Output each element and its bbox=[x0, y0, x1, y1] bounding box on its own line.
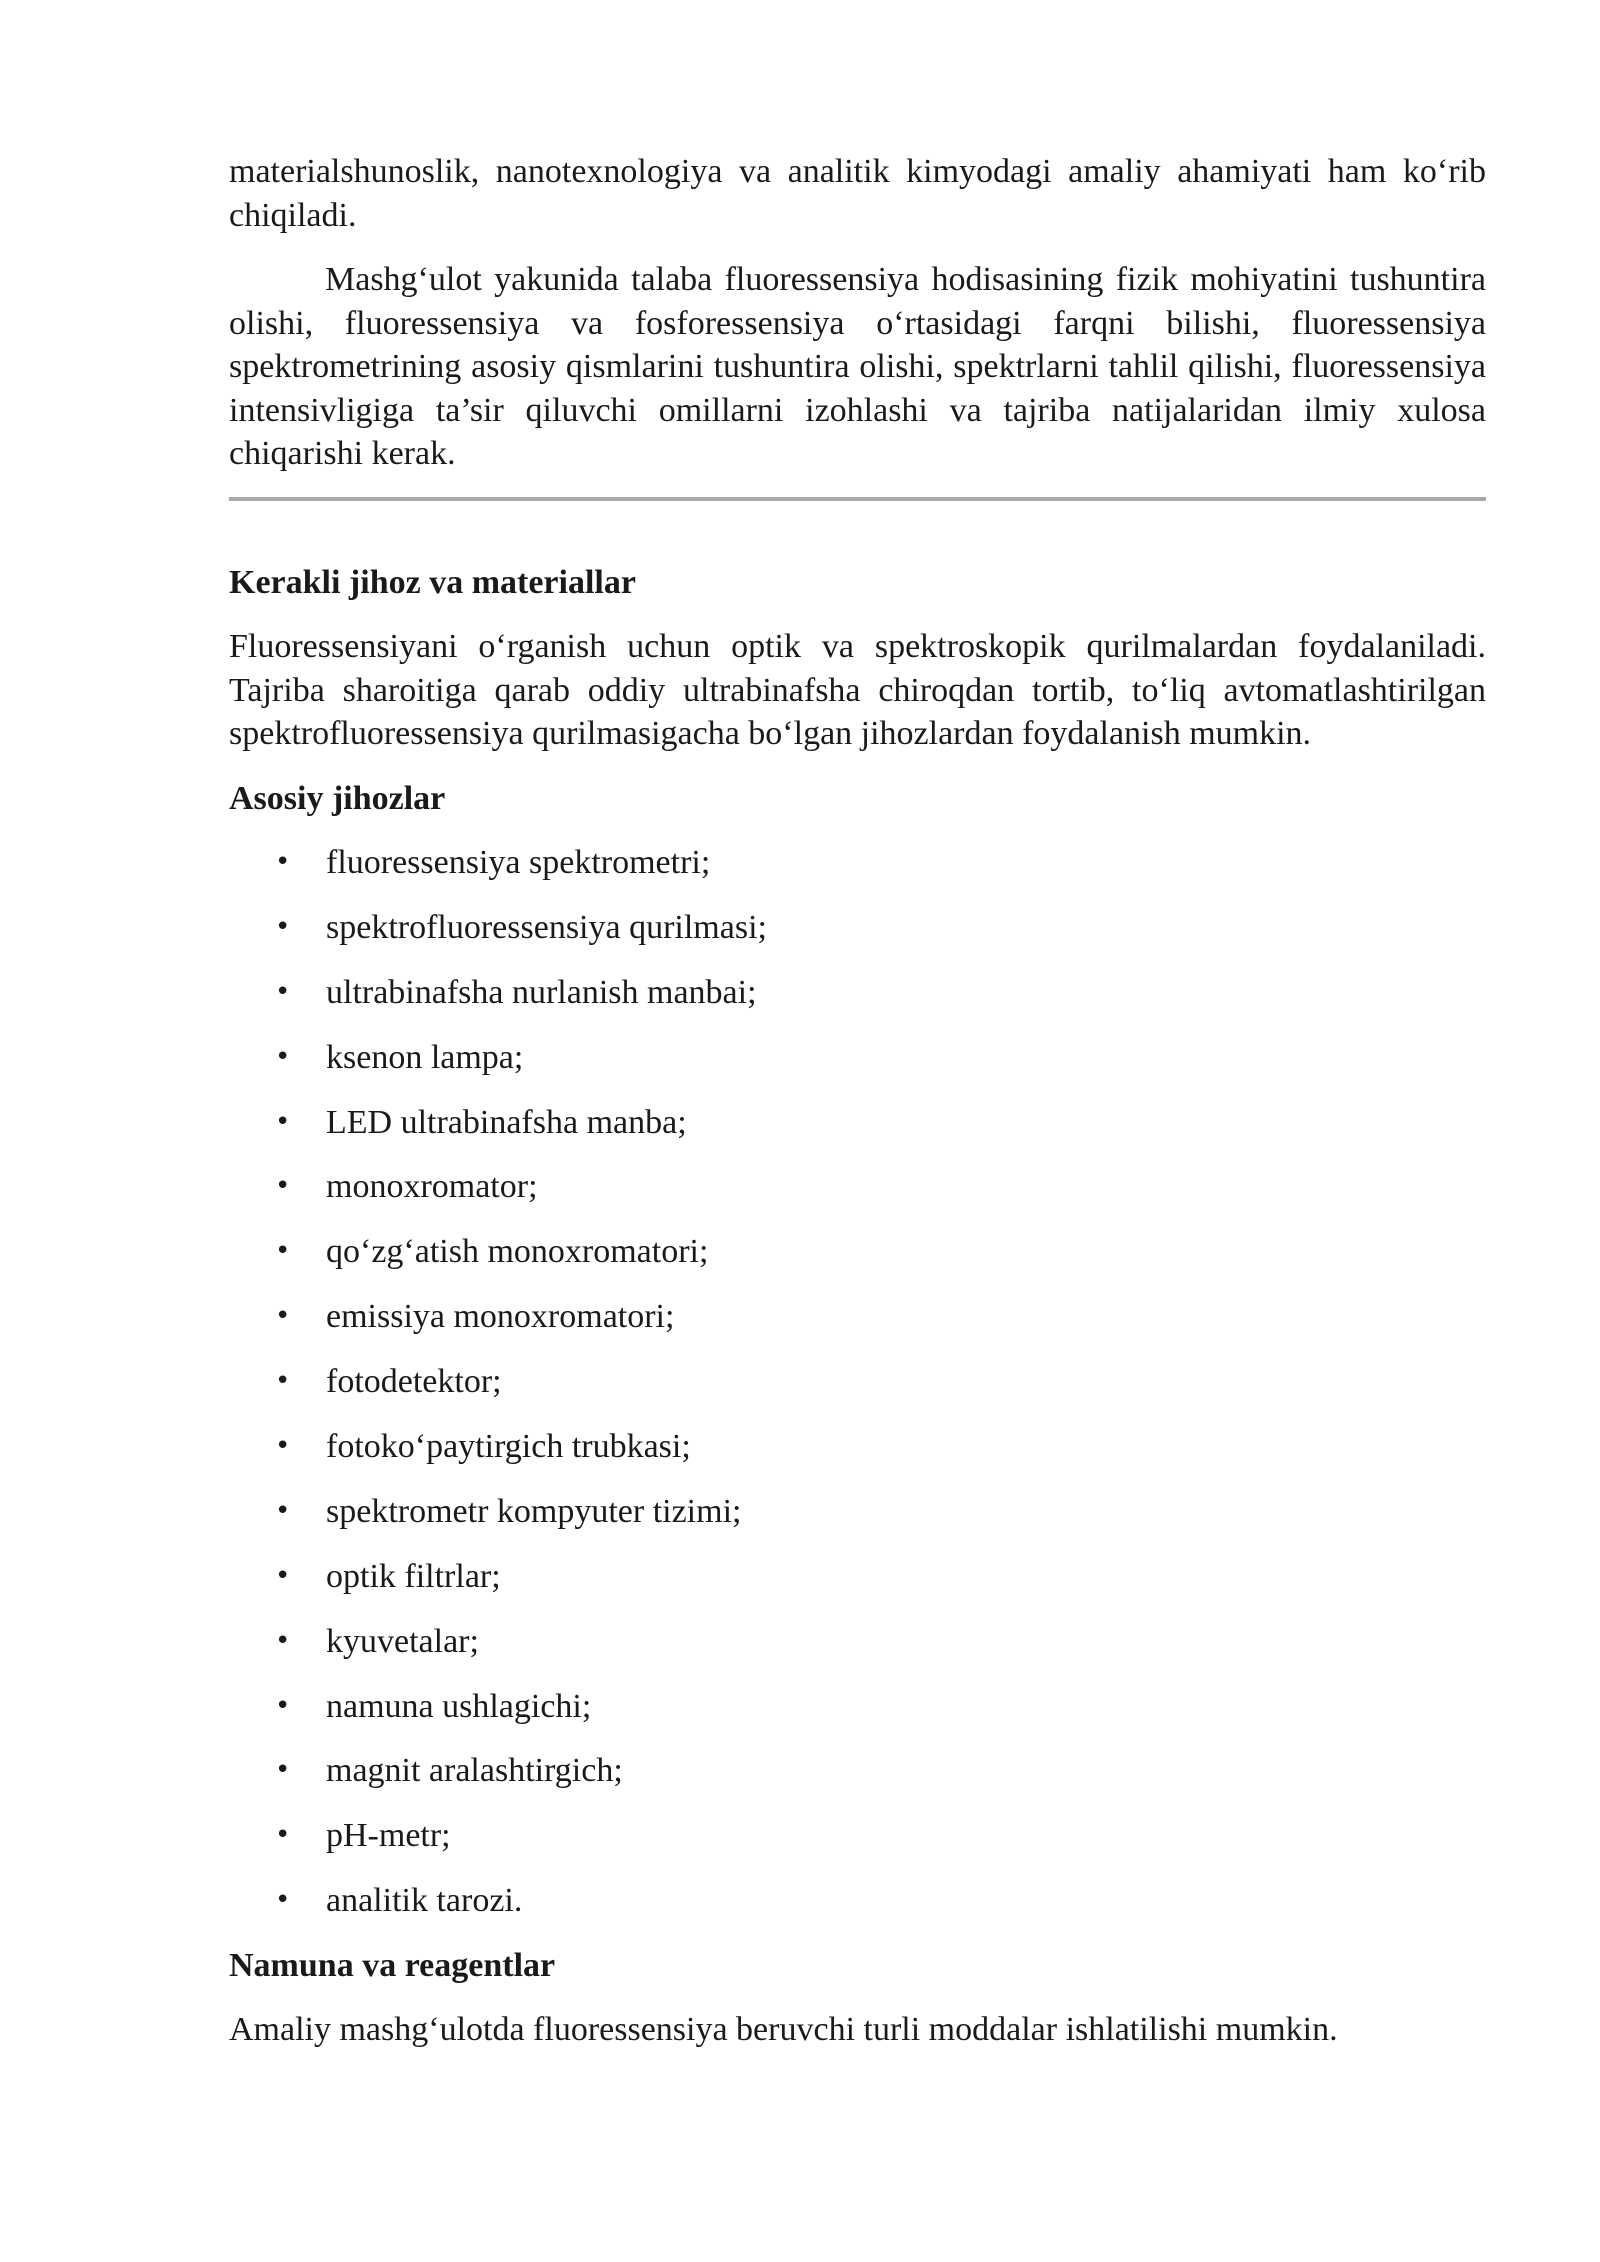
list-item-text: fluoressensiya spektrometri; bbox=[326, 844, 711, 881]
list-item-text: fotodetektor; bbox=[326, 1363, 502, 1401]
bullet-icon: • bbox=[275, 1625, 291, 1656]
list-item-text: ksenon lampa; bbox=[326, 1038, 524, 1076]
list-item bbox=[229, 1360, 1486, 1404]
equipment-list bbox=[229, 841, 1486, 1923]
list-item-text: LED ultrabinafsha manba; bbox=[326, 1103, 687, 1141]
bullet-icon: • bbox=[275, 976, 291, 1007]
list-item-text: spektrofluoressensiya qurilmasi; bbox=[326, 908, 767, 946]
bullet-icon: • bbox=[275, 1495, 291, 1526]
list-item-text: kyuvetalar; bbox=[326, 1622, 479, 1660]
list-item bbox=[229, 1295, 1486, 1339]
learning-outcomes-paragraph: Mashg‘ulot yakunida talaba fluoressensiya hodisasining fizik mohiyatini tushuntira olishi, fluoressensiya va fosforessensiya o‘rtasidagi farqni bilishi, fluoressensiya spektrometrining asosiy qismlarini tushuntira olishi, spektrlarni tahlil qilishi, fluoressensiya intensivligiga ta’sir qiluvchi omillarni izohlashi va tajriba natijalaridan ilmiy xulosa chiqarishi kerak. bbox=[229, 261, 1486, 472]
list-item bbox=[229, 1620, 1486, 1664]
list-item bbox=[229, 1036, 1486, 1080]
samples-section-heading: Namuna va reagentlar bbox=[229, 1946, 556, 1984]
bullet-icon: • bbox=[275, 1366, 291, 1397]
list-item bbox=[229, 1749, 1486, 1793]
list-item-text: namuna ushlagichi; bbox=[326, 1687, 592, 1725]
list-item bbox=[229, 1555, 1486, 1599]
list-item-text: qo‘zg‘atish monoxromatori; bbox=[326, 1233, 709, 1271]
bullet-icon: • bbox=[275, 847, 291, 877]
main-equipment-heading: Asosiy jihozlar bbox=[229, 779, 446, 817]
list-item bbox=[229, 1425, 1486, 1469]
list-item-text: pH-metr; bbox=[326, 1817, 451, 1855]
list-item-text: magnit aralashtirgich; bbox=[326, 1752, 623, 1790]
list-item bbox=[229, 971, 1486, 1015]
bullet-icon: • bbox=[275, 1755, 291, 1786]
intro-continuation-paragraph: materialshunoslik, nanotexnologiya va analitik kimyodagi amaliy ahamiyati ham ko‘rib chiqiladi. bbox=[229, 153, 1486, 234]
bullet-icon: • bbox=[275, 1885, 291, 1916]
list-item bbox=[229, 1685, 1486, 1729]
list-item-text: monoxromator; bbox=[326, 1168, 538, 1206]
list-item-text: analitik tarozi. bbox=[326, 1882, 523, 1920]
list-item-text: optik filtrlar; bbox=[326, 1557, 501, 1595]
bullet-icon: • bbox=[275, 911, 291, 942]
bullet-icon: • bbox=[275, 1171, 291, 1202]
document-page bbox=[229, 150, 1486, 2052]
list-item-text: emissiya monoxromatori; bbox=[326, 1298, 675, 1336]
list-item-text: ultrabinafsha nurlanish manbai; bbox=[326, 973, 757, 1011]
equipment-intro-paragraph: Fluoressensiyani o‘rganish uchun optik va spektroskopik qurilmalardan foydalaniladi. Tajriba sharoitiga qarab oddiy ultrabinafsha chiroqdan tortib, to‘liq avtomatlashtirilgan spektrofluoressensiya qurilmasigacha bo‘lgan jihozlardan foydalanish mumkin. bbox=[229, 628, 1486, 752]
bullet-icon: • bbox=[275, 1041, 291, 1072]
bullet-icon: • bbox=[275, 1560, 291, 1591]
bullet-icon: • bbox=[275, 1106, 291, 1137]
samples-intro-paragraph: Amaliy mashg‘ulotda fluoressensiya beruvchi turli moddalar ishlatilishi mumkin. bbox=[229, 2011, 1338, 2049]
list-item bbox=[229, 841, 1486, 885]
bullet-icon: • bbox=[275, 1301, 291, 1332]
bullet-icon: • bbox=[275, 1690, 291, 1721]
list-item bbox=[229, 1490, 1486, 1534]
list-item bbox=[229, 1879, 1486, 1923]
bullet-icon: • bbox=[275, 1236, 291, 1267]
bullet-icon: • bbox=[275, 1431, 291, 1462]
section-divider bbox=[229, 497, 1486, 501]
equipment-section-heading: Kerakli jihoz va materiallar bbox=[229, 563, 636, 601]
bullet-icon: • bbox=[275, 1820, 291, 1851]
list-item bbox=[229, 1814, 1486, 1858]
list-item bbox=[229, 906, 1486, 950]
list-item bbox=[229, 1230, 1486, 1274]
list-item bbox=[229, 1165, 1486, 1209]
list-item bbox=[229, 1101, 1486, 1145]
list-item-text: spektrometr kompyuter tizimi; bbox=[326, 1492, 742, 1530]
list-item-text: fotoko‘paytirgich trubkasi; bbox=[326, 1428, 691, 1466]
